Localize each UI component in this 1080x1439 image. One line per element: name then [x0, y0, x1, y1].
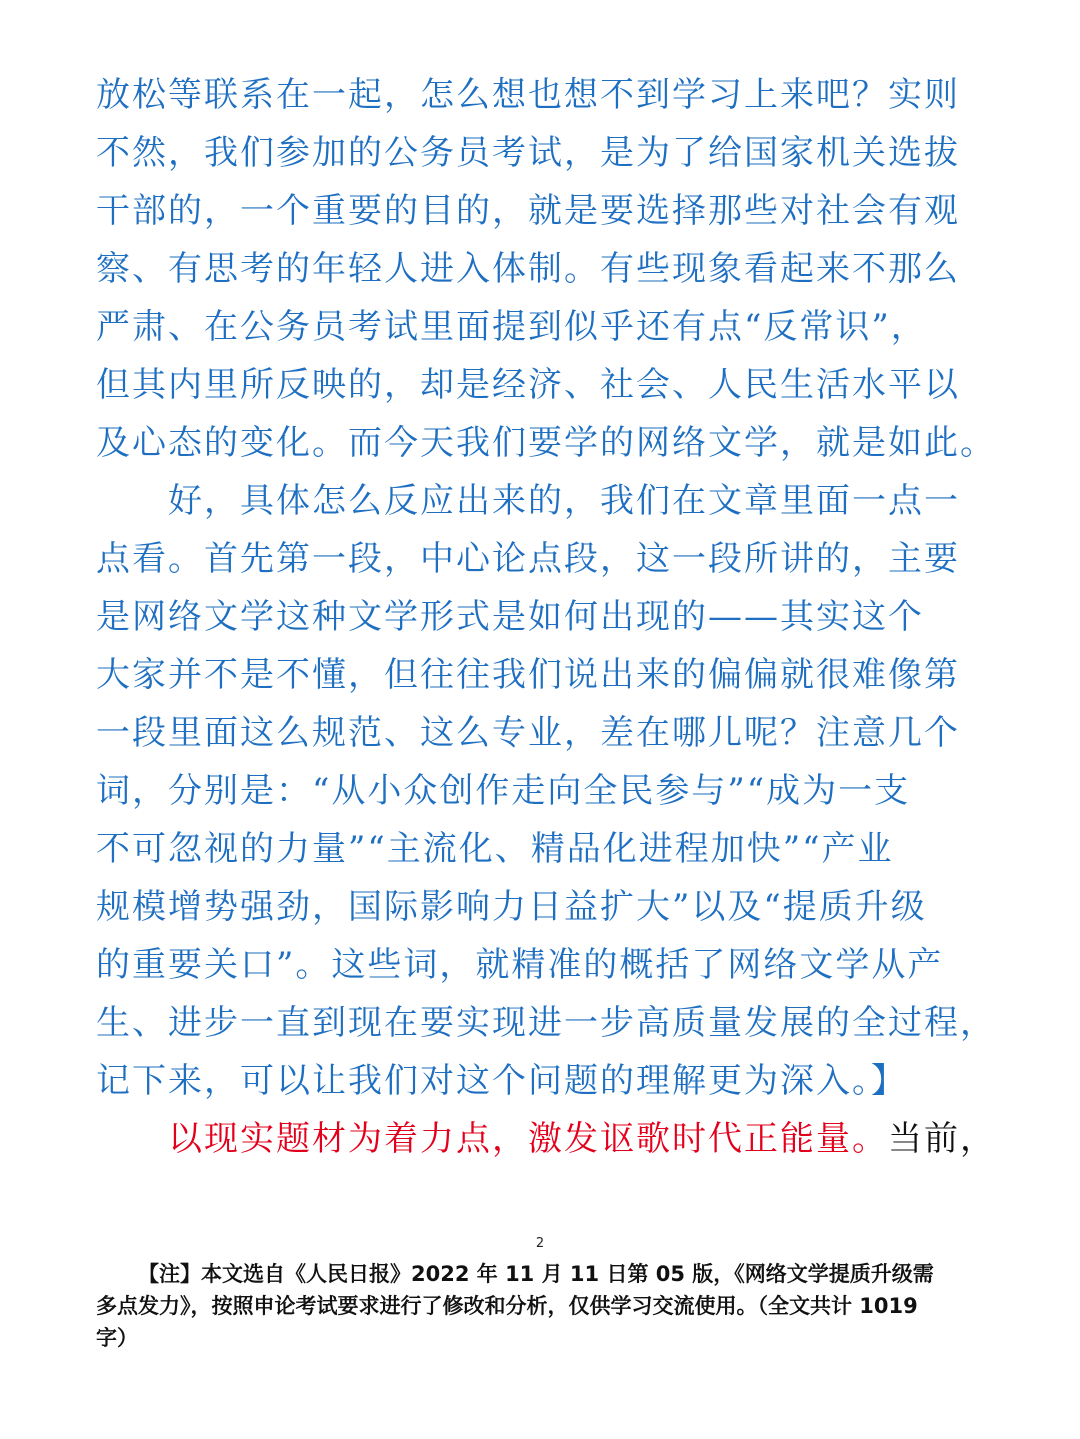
body-line: 不可忽视的力量”“主流化、精品化进程加快”“产业 — [96, 829, 894, 869]
body-line: 但其内里所反映的，却是经济、社会、人民生活水平以 — [96, 365, 960, 405]
body-line: 不然，我们参加的公务员考试，是为了给国家机关选拔 — [96, 133, 960, 173]
footnote-line: 多点发力》，按照申论考试要求进行了修改和分析，仅供学习交流使用。（全文共计 1019 — [96, 1294, 918, 1318]
body-line: 是网络文学这种文学形式是如何出现的——其实这个 — [96, 597, 924, 637]
page-number: 2 — [535, 1236, 545, 1251]
body-line: 词，分别是：“从小众创作走向全民参与”“成为一支 — [96, 771, 911, 811]
heading-tail: 当前， — [888, 1119, 996, 1159]
footnote-line: 字） — [96, 1326, 138, 1350]
body-line: 好，具体怎么反应出来的，我们在文章里面一点一 — [168, 481, 960, 521]
body-line: 规模增势强劲，国际影响力日益扩大”以及“提质升级 — [96, 887, 927, 927]
body-line: 及心态的变化。而今天我们要学的网络文学，就是如此。 — [96, 423, 996, 463]
body-line: 生、进步一直到现在要实现进一步高质量发展的全过程， — [96, 1003, 996, 1043]
body-text — [96, 66, 996, 1168]
footnote-line: 【注】本文选自《人民日报》2022 年 11 月 11 日第 05 版，《网络文学提质升级需 — [138, 1262, 934, 1286]
body-line: 严肃、在公务员考试里面提到似乎还有点“反常识”， — [96, 307, 927, 347]
red-heading: 以现实题材为着力点，激发讴歌时代正能量。 — [168, 1119, 888, 1159]
body-line: 干部的，一个重要的目的，就是要选择那些对社会有观 — [96, 191, 960, 231]
body-line: 的重要关口”。这些词，就精准的概括了网络文学从产 — [96, 945, 944, 985]
body-line: 放松等联系在一起，怎么想也想不到学习上来吧？实则 — [96, 75, 960, 115]
footnote — [96, 1258, 996, 1354]
body-line: 察、有思考的年轻人进入体制。有些现象看起来不那么 — [96, 249, 960, 289]
body-line: 记下来，可以让我们对这个问题的理解更为深入。】 — [96, 1061, 907, 1101]
red-heading-line — [96, 1110, 996, 1168]
body-line: 点看。首先第一段，中心论点段，这一段所讲的，主要 — [96, 539, 960, 579]
body-line: 大家并不是不懂，但往往我们说出来的偏偏就很难像第 — [96, 655, 960, 695]
body-line: 一段里面这么规范、这么专业，差在哪儿呢？注意几个 — [96, 713, 960, 753]
